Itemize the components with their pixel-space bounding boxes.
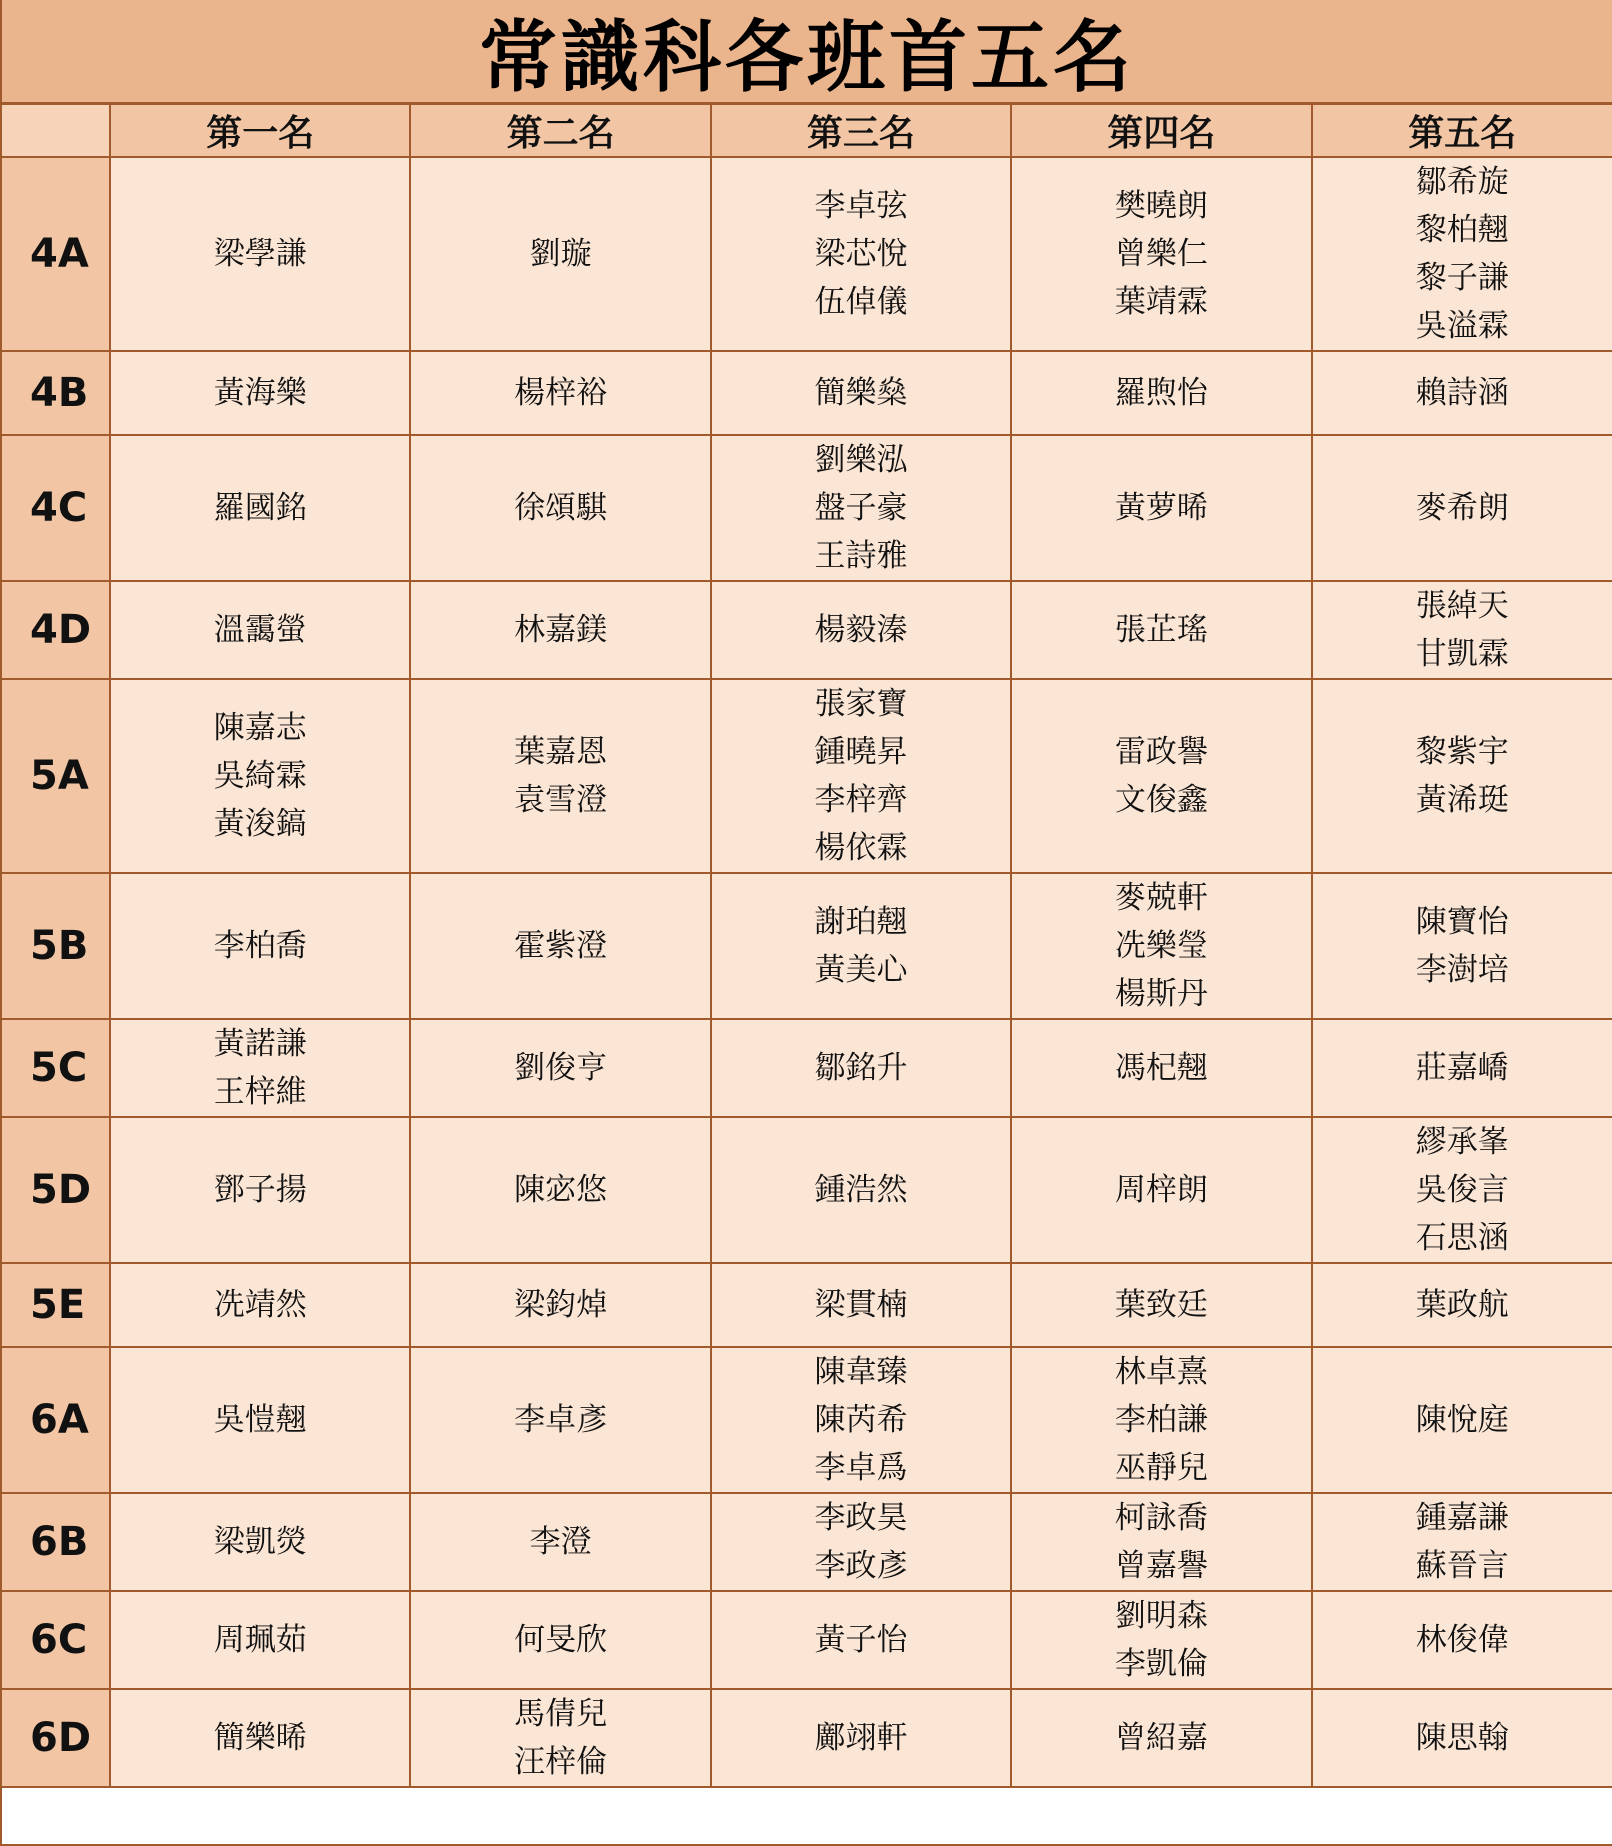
class-label: 5B	[2, 873, 110, 1019]
student-name: 黃子怡	[814, 1622, 908, 1658]
table-row	[2, 1689, 1612, 1787]
rank-2-cell	[410, 1019, 710, 1117]
rank-2-cell	[410, 679, 710, 873]
class-label: 6B	[2, 1493, 110, 1591]
student-name: 梁學謙	[213, 236, 307, 272]
table-row	[2, 1263, 1612, 1347]
rank-4-cell	[1011, 873, 1311, 1019]
student-name: 楊斯丹	[1114, 976, 1208, 1012]
student-name: 黃萝晞	[1114, 490, 1208, 526]
table-row	[2, 1591, 1612, 1689]
header-row	[2, 105, 1612, 157]
header-rank-1: 第一名	[110, 105, 410, 157]
class-label: 4A	[2, 157, 110, 351]
student-name: 李政彥	[814, 1548, 908, 1584]
student-name: 賴詩涵	[1415, 375, 1509, 411]
student-name: 何旻欣	[514, 1622, 608, 1658]
rank-3-cell	[711, 1591, 1011, 1689]
student-name: 鄒銘升	[814, 1050, 908, 1086]
student-name: 霍紫澄	[514, 928, 608, 964]
student-name: 林嘉鎂	[514, 612, 608, 648]
student-name: 黃浚鎬	[213, 806, 307, 842]
student-name: 王梓維	[213, 1074, 307, 1110]
student-name: 黃諾謙	[213, 1026, 307, 1062]
rank-5-cell	[1312, 1263, 1612, 1347]
rank-3-cell	[711, 1689, 1011, 1787]
class-label: 5D	[2, 1117, 110, 1263]
student-name: 黎子謙	[1415, 260, 1509, 296]
student-name: 曾嘉譽	[1114, 1548, 1208, 1584]
table-row	[2, 679, 1612, 873]
student-name: 梁芯悅	[814, 236, 908, 272]
rank-4-cell	[1011, 1117, 1311, 1263]
student-name: 曾樂仁	[1114, 236, 1208, 272]
header-rank-3: 第三名	[711, 105, 1011, 157]
student-name: 簡樂燊	[814, 375, 908, 411]
rank-1-cell	[110, 873, 410, 1019]
table-row	[2, 351, 1612, 435]
rank-3-cell	[711, 1493, 1011, 1591]
student-name: 繆承峯	[1415, 1124, 1509, 1160]
student-name: 劉璇	[529, 236, 592, 272]
student-name: 吳俊言	[1415, 1172, 1509, 1208]
student-name: 楊梓裕	[514, 375, 608, 411]
table-row	[2, 1493, 1612, 1591]
student-name: 劉樂泓	[814, 442, 908, 478]
student-name: 張芷瑤	[1114, 612, 1208, 648]
student-name: 葉致廷	[1114, 1287, 1208, 1323]
student-name: 葉嘉恩	[514, 734, 608, 770]
ranking-table	[2, 105, 1612, 1788]
class-label: 6D	[2, 1689, 110, 1787]
student-name: 鄒希旋	[1415, 164, 1509, 200]
class-label: 4D	[2, 581, 110, 679]
student-name: 張家寶	[814, 686, 908, 722]
student-name: 楊依霖	[814, 830, 908, 866]
table-row	[2, 157, 1612, 351]
student-name: 簡樂晞	[213, 1720, 307, 1756]
rank-3-cell	[711, 1019, 1011, 1117]
student-name: 李政昊	[814, 1500, 908, 1536]
header-rank-4: 第四名	[1011, 105, 1311, 157]
rank-2-cell	[410, 351, 710, 435]
student-name: 黎紫宇	[1415, 734, 1509, 770]
rank-1-cell	[110, 1117, 410, 1263]
student-name: 汪梓倫	[514, 1744, 608, 1780]
student-name: 陳宓悠	[514, 1172, 608, 1208]
class-label: 6A	[2, 1347, 110, 1493]
rank-1-cell	[110, 351, 410, 435]
rank-3-cell	[711, 351, 1011, 435]
student-name: 鍾曉昇	[814, 734, 908, 770]
table-row	[2, 581, 1612, 679]
rank-5-cell	[1312, 873, 1612, 1019]
rank-1-cell	[110, 581, 410, 679]
student-name: 陳悅庭	[1415, 1402, 1509, 1438]
student-name: 蘇晉言	[1415, 1548, 1509, 1584]
table-body	[2, 157, 1612, 1787]
rank-5-cell	[1312, 679, 1612, 873]
class-label: 6C	[2, 1591, 110, 1689]
rank-4-cell	[1011, 1689, 1311, 1787]
rank-4-cell	[1011, 1591, 1311, 1689]
rank-1-cell	[110, 1347, 410, 1493]
student-name: 羅煦怡	[1114, 375, 1208, 411]
header-rank-2: 第二名	[410, 105, 710, 157]
student-name: 李梓齊	[814, 782, 908, 818]
rank-4-cell	[1011, 435, 1311, 581]
rank-2-cell	[410, 1117, 710, 1263]
student-name: 羅國銘	[213, 490, 307, 526]
rank-2-cell	[410, 1263, 710, 1347]
student-name: 曾紹嘉	[1114, 1720, 1208, 1756]
student-name: 黎柏翹	[1415, 212, 1509, 248]
student-name: 葉靖霖	[1114, 284, 1208, 320]
student-name: 鍾嘉謙	[1415, 1500, 1509, 1536]
rank-2-cell	[410, 873, 710, 1019]
table-row	[2, 1019, 1612, 1117]
student-name: 馬倩兒	[514, 1696, 608, 1732]
student-name: 黃美心	[814, 952, 908, 988]
student-name: 陳寶怡	[1415, 904, 1509, 940]
student-name: 劉明森	[1114, 1598, 1208, 1634]
student-name: 陳韋臻	[814, 1354, 908, 1390]
rank-2-cell	[410, 157, 710, 351]
table-row	[2, 873, 1612, 1019]
header-corner	[2, 105, 110, 157]
student-name: 張綽天	[1415, 588, 1509, 624]
student-name: 楊毅溱	[814, 612, 908, 648]
rank-2-cell	[410, 1493, 710, 1591]
rank-4-cell	[1011, 1347, 1311, 1493]
rank-3-cell	[711, 873, 1011, 1019]
page-title: 常識科各班首五名	[2, 0, 1612, 105]
student-name: 莊嘉嶠	[1415, 1050, 1509, 1086]
rank-1-cell	[110, 157, 410, 351]
rank-1-cell	[110, 1591, 410, 1689]
student-name: 伍倬儀	[814, 284, 908, 320]
rank-5-cell	[1312, 581, 1612, 679]
student-name: 鄺翊軒	[814, 1720, 908, 1756]
rank-3-cell	[711, 435, 1011, 581]
rank-2-cell	[410, 1347, 710, 1493]
rank-3-cell	[711, 679, 1011, 873]
student-name: 雷政譽	[1114, 734, 1208, 770]
class-label: 5C	[2, 1019, 110, 1117]
rank-5-cell	[1312, 1493, 1612, 1591]
student-name: 麥兢軒	[1114, 880, 1208, 916]
student-name: 巫靜兒	[1114, 1450, 1208, 1486]
student-name: 馮杞翹	[1114, 1050, 1208, 1086]
student-name: 周梓朗	[1114, 1172, 1208, 1208]
student-name: 周珮茹	[213, 1622, 307, 1658]
student-name: 王詩雅	[814, 538, 908, 574]
student-name: 吳綺霖	[213, 758, 307, 794]
student-name: 李卓彥	[514, 1402, 608, 1438]
rank-3-cell	[711, 581, 1011, 679]
rank-4-cell	[1011, 581, 1311, 679]
student-name: 徐頌騏	[514, 490, 608, 526]
student-name: 黃海樂	[213, 375, 307, 411]
student-name: 冼樂瑩	[1114, 928, 1208, 964]
student-name: 柯詠喬	[1114, 1500, 1208, 1536]
student-name: 陳芮希	[814, 1402, 908, 1438]
rank-4-cell	[1011, 157, 1311, 351]
rank-5-cell	[1312, 157, 1612, 351]
rank-5-cell	[1312, 435, 1612, 581]
student-name: 麥希朗	[1415, 490, 1509, 526]
rank-5-cell	[1312, 1019, 1612, 1117]
student-name: 李卓爲	[814, 1450, 908, 1486]
student-name: 鍾浩然	[814, 1172, 908, 1208]
rank-1-cell	[110, 435, 410, 581]
rank-2-cell	[410, 581, 710, 679]
class-label: 5E	[2, 1263, 110, 1347]
rank-1-cell	[110, 1019, 410, 1117]
student-name: 陳思翰	[1415, 1720, 1509, 1756]
table-row	[2, 1117, 1612, 1263]
student-name: 溫靄螢	[213, 612, 307, 648]
student-name: 李柏謙	[1114, 1402, 1208, 1438]
header-rank-5: 第五名	[1312, 105, 1612, 157]
student-name: 李卓弦	[814, 188, 908, 224]
student-name: 石思涵	[1415, 1220, 1509, 1256]
rank-3-cell	[711, 1117, 1011, 1263]
student-name: 梁貫楠	[814, 1287, 908, 1323]
rank-4-cell	[1011, 1019, 1311, 1117]
student-name: 梁凱熒	[213, 1524, 307, 1560]
student-name: 梁鈞焯	[514, 1287, 608, 1323]
rank-5-cell	[1312, 1117, 1612, 1263]
student-name: 文俊鑫	[1114, 782, 1208, 818]
rank-3-cell	[711, 1347, 1011, 1493]
student-name: 黃浠珽	[1415, 782, 1509, 818]
student-name: 謝珀翹	[814, 904, 908, 940]
student-name: 李柏喬	[213, 928, 307, 964]
table-row	[2, 1347, 1612, 1493]
class-label: 4C	[2, 435, 110, 581]
rank-5-cell	[1312, 1347, 1612, 1493]
student-name: 吳愷翹	[213, 1402, 307, 1438]
rank-5-cell	[1312, 1591, 1612, 1689]
student-name: 林卓熹	[1114, 1354, 1208, 1390]
rank-4-cell	[1011, 1263, 1311, 1347]
student-name: 劉俊亨	[514, 1050, 608, 1086]
student-name: 袁雪澄	[514, 782, 608, 818]
rank-4-cell	[1011, 351, 1311, 435]
student-name: 冼靖然	[213, 1287, 307, 1323]
student-name: 鄧子揚	[213, 1172, 307, 1208]
student-name: 李凱倫	[1114, 1646, 1208, 1682]
rank-3-cell	[711, 1263, 1011, 1347]
table-row	[2, 435, 1612, 581]
student-name: 葉政航	[1415, 1287, 1509, 1323]
rank-3-cell	[711, 157, 1011, 351]
student-name: 林俊偉	[1415, 1622, 1509, 1658]
student-name: 吳溢霖	[1415, 308, 1509, 344]
rank-1-cell	[110, 1493, 410, 1591]
rank-2-cell	[410, 1689, 710, 1787]
class-label: 5A	[2, 679, 110, 873]
student-name: 樊曉朗	[1114, 188, 1208, 224]
rank-5-cell	[1312, 1689, 1612, 1787]
rank-4-cell	[1011, 1493, 1311, 1591]
student-name: 李澍培	[1415, 952, 1509, 988]
rank-1-cell	[110, 1263, 410, 1347]
student-name: 盤子豪	[814, 490, 908, 526]
student-name: 甘凱霖	[1415, 636, 1509, 672]
rank-2-cell	[410, 435, 710, 581]
class-label: 4B	[2, 351, 110, 435]
rank-1-cell	[110, 1689, 410, 1787]
student-name: 李澄	[529, 1524, 592, 1560]
rank-1-cell	[110, 679, 410, 873]
rank-5-cell	[1312, 351, 1612, 435]
student-name: 陳嘉志	[213, 710, 307, 746]
rank-2-cell	[410, 1591, 710, 1689]
rank-4-cell	[1011, 679, 1311, 873]
